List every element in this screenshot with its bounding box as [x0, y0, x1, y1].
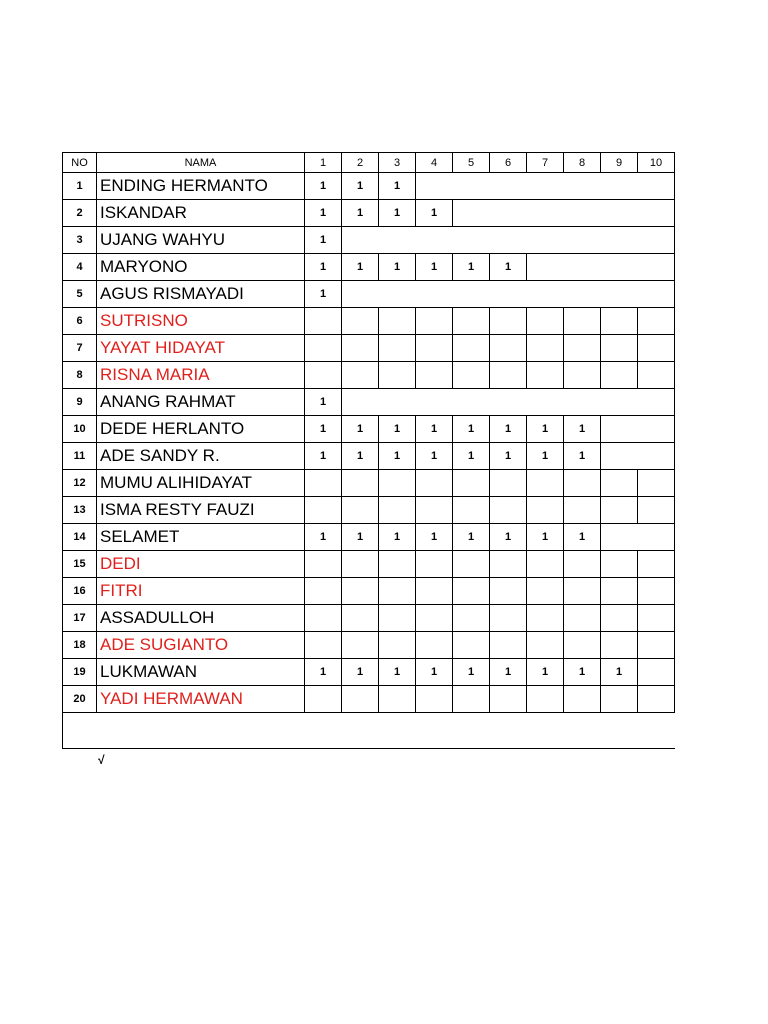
attendance-cell: [305, 497, 342, 524]
row-name: MARYONO: [97, 254, 305, 281]
attendance-mark: 1: [305, 659, 342, 686]
attendance-cell: [416, 308, 453, 335]
row-number: 15: [63, 551, 97, 578]
attendance-cell: [527, 308, 564, 335]
attendance-cell: [490, 578, 527, 605]
table-row: [63, 335, 675, 362]
attendance-cell: [564, 686, 601, 713]
attendance-mark: 1: [305, 416, 342, 443]
attendance-mark: 1: [305, 281, 342, 308]
attendance-cell: [305, 362, 342, 389]
attendance-mark: 1: [305, 389, 342, 416]
table-row: [63, 443, 675, 470]
attendance-cell: [601, 308, 638, 335]
attendance-mark: 1: [527, 443, 564, 470]
attendance-cell: [601, 470, 638, 497]
attendance-cell: [305, 605, 342, 632]
attendance-mark: 1: [564, 659, 601, 686]
attendance-cell: [527, 551, 564, 578]
row-number: 5: [63, 281, 97, 308]
attendance-mark: 1: [305, 200, 342, 227]
row-name: FITRI: [97, 578, 305, 605]
row-number: 10: [63, 416, 97, 443]
attendance-mark: 1: [601, 659, 638, 686]
row-number: 1: [63, 173, 97, 200]
table-row: [63, 551, 675, 578]
attendance-cell: [490, 470, 527, 497]
attendance-mark: 1: [527, 416, 564, 443]
table-row: [63, 173, 675, 200]
attendance-cell: [453, 362, 490, 389]
attendance-cell: [601, 605, 638, 632]
attendance-cell: [416, 686, 453, 713]
attendance-mark: 1: [342, 659, 379, 686]
header-col-3: 3: [379, 153, 416, 173]
row-number: 9: [63, 389, 97, 416]
attendance-cell: [490, 362, 527, 389]
row-number: 13: [63, 497, 97, 524]
table-row: [63, 497, 675, 524]
table-row: [63, 605, 675, 632]
attendance-cell: [453, 551, 490, 578]
empty-span: [342, 281, 675, 308]
attendance-mark: 1: [342, 524, 379, 551]
attendance-mark: 1: [305, 227, 342, 254]
attendance-cell: [564, 497, 601, 524]
row-number: 14: [63, 524, 97, 551]
attendance-cell: [305, 470, 342, 497]
attendance-cell: [601, 497, 638, 524]
attendance-mark: 1: [305, 254, 342, 281]
attendance-cell: [305, 335, 342, 362]
attendance-cell: [527, 362, 564, 389]
attendance-mark: 1: [490, 443, 527, 470]
attendance-cell: [490, 686, 527, 713]
header-no: NO: [63, 153, 97, 173]
table-row: [63, 227, 675, 254]
attendance-mark: 1: [416, 254, 453, 281]
attendance-mark: 1: [379, 659, 416, 686]
attendance-mark: 1: [453, 254, 490, 281]
row-number: 17: [63, 605, 97, 632]
header-col-10: 10: [638, 153, 675, 173]
attendance-cell: [305, 578, 342, 605]
attendance-cell: [342, 578, 379, 605]
header-col-8: 8: [564, 153, 601, 173]
attendance-cell: [453, 470, 490, 497]
attendance-cell: [638, 605, 675, 632]
row-number: 12: [63, 470, 97, 497]
header-col-1: 1: [305, 153, 342, 173]
attendance-cell: [527, 686, 564, 713]
attendance-mark: 1: [342, 443, 379, 470]
attendance-cell: [490, 335, 527, 362]
empty-span: [527, 254, 675, 281]
attendance-mark: 1: [342, 416, 379, 443]
attendance-mark: 1: [305, 173, 342, 200]
row-number: 20: [63, 686, 97, 713]
row-name: ADE SANDY R.: [97, 443, 305, 470]
attendance-mark: 1: [416, 416, 453, 443]
header-col-6: 6: [490, 153, 527, 173]
attendance-cell: [638, 551, 675, 578]
attendance-mark: 1: [416, 524, 453, 551]
row-name: YAYAT HIDAYAT: [97, 335, 305, 362]
attendance-cell: [379, 686, 416, 713]
attendance-mark: 1: [490, 524, 527, 551]
attendance-cell: [638, 308, 675, 335]
attendance-cell: [527, 578, 564, 605]
table-row: [63, 470, 675, 497]
empty-span: [601, 524, 675, 551]
attendance-cell: [638, 335, 675, 362]
attendance-mark: 1: [416, 443, 453, 470]
table-row: [63, 389, 675, 416]
row-name: YADI HERMAWAN: [97, 686, 305, 713]
attendance-cell: [601, 551, 638, 578]
attendance-cell: [416, 632, 453, 659]
attendance-mark: 1: [490, 254, 527, 281]
attendance-mark: 1: [342, 173, 379, 200]
row-number: 6: [63, 308, 97, 335]
attendance-mark: 1: [564, 443, 601, 470]
row-number: 3: [63, 227, 97, 254]
row-name: AGUS RISMAYADI: [97, 281, 305, 308]
attendance-mark: 1: [379, 254, 416, 281]
attendance-cell: [490, 551, 527, 578]
attendance-cell: [379, 551, 416, 578]
table-row: [63, 308, 675, 335]
row-name: ANANG RAHMAT: [97, 389, 305, 416]
attendance-mark: 1: [527, 659, 564, 686]
attendance-cell: [601, 335, 638, 362]
row-number: 16: [63, 578, 97, 605]
attendance-cell: [490, 497, 527, 524]
attendance-cell: [379, 632, 416, 659]
header-col-2: 2: [342, 153, 379, 173]
header-col-4: 4: [416, 153, 453, 173]
attendance-cell: [379, 362, 416, 389]
attendance-cell: [379, 605, 416, 632]
empty-span: [342, 227, 675, 254]
attendance-mark: 1: [490, 659, 527, 686]
attendance-cell: [305, 551, 342, 578]
attendance-cell: [416, 362, 453, 389]
header-row: [63, 153, 675, 173]
row-name: ASSADULLOH: [97, 605, 305, 632]
attendance-cell: [416, 578, 453, 605]
attendance-mark: 1: [453, 659, 490, 686]
attendance-mark: 1: [453, 524, 490, 551]
row-name: ADE SUGIANTO: [97, 632, 305, 659]
attendance-cell: [379, 578, 416, 605]
row-number: 11: [63, 443, 97, 470]
attendance-cell: [638, 362, 675, 389]
attendance-mark: 1: [305, 524, 342, 551]
attendance-cell: [564, 362, 601, 389]
empty-span: [342, 389, 675, 416]
empty-span: [416, 173, 675, 200]
row-name: DEDE HERLANTO: [97, 416, 305, 443]
header-col-7: 7: [527, 153, 564, 173]
attendance-cell: [342, 308, 379, 335]
attendance-cell: [342, 632, 379, 659]
attendance-cell: [564, 470, 601, 497]
attendance-cell: [638, 497, 675, 524]
attendance-mark: 1: [453, 416, 490, 443]
attendance-cell: [453, 497, 490, 524]
table-row: [63, 254, 675, 281]
empty-row: [63, 713, 675, 749]
attendance-cell: [490, 605, 527, 632]
row-name: ISMA RESTY FAUZI: [97, 497, 305, 524]
attendance-cell: [453, 632, 490, 659]
attendance-cell: [564, 335, 601, 362]
row-number: 7: [63, 335, 97, 362]
attendance-cell: [416, 470, 453, 497]
attendance-cell: [379, 497, 416, 524]
table-row: [63, 200, 675, 227]
attendance-mark: 1: [379, 200, 416, 227]
attendance-mark: 1: [342, 200, 379, 227]
attendance-table: [62, 152, 675, 749]
attendance-cell: [490, 308, 527, 335]
attendance-cell: [453, 578, 490, 605]
table-row: [63, 524, 675, 551]
empty-span: [638, 659, 675, 686]
attendance-cell: [305, 686, 342, 713]
attendance-mark: 1: [416, 200, 453, 227]
attendance-mark: 1: [564, 524, 601, 551]
table-row: [63, 416, 675, 443]
attendance-cell: [564, 551, 601, 578]
table-row: [63, 362, 675, 389]
row-name: DEDI: [97, 551, 305, 578]
attendance-cell: [416, 335, 453, 362]
attendance-cell: [453, 308, 490, 335]
empty-span: [601, 416, 675, 443]
attendance-cell: [527, 335, 564, 362]
attendance-mark: 1: [564, 416, 601, 443]
attendance-cell: [453, 686, 490, 713]
attendance-cell: [638, 632, 675, 659]
attendance-cell: [305, 632, 342, 659]
attendance-cell: [379, 470, 416, 497]
row-name: LUKMAWAN: [97, 659, 305, 686]
attendance-cell: [527, 497, 564, 524]
table-row: [63, 632, 675, 659]
table-row: [63, 281, 675, 308]
row-number: 8: [63, 362, 97, 389]
attendance-cell: [638, 470, 675, 497]
header-col-9: 9: [601, 153, 638, 173]
row-name: SUTRISNO: [97, 308, 305, 335]
attendance-cell: [527, 632, 564, 659]
attendance-cell: [638, 686, 675, 713]
row-name: UJANG WAHYU: [97, 227, 305, 254]
table-row: [63, 686, 675, 713]
attendance-cell: [342, 605, 379, 632]
header-col-5: 5: [453, 153, 490, 173]
attendance-cell: [638, 578, 675, 605]
attendance-cell: [564, 605, 601, 632]
attendance-cell: [527, 470, 564, 497]
row-name: RISNA MARIA: [97, 362, 305, 389]
attendance-cell: [564, 578, 601, 605]
row-number: 4: [63, 254, 97, 281]
empty-cell: [63, 713, 675, 749]
row-name: SELAMET: [97, 524, 305, 551]
attendance-cell: [601, 686, 638, 713]
attendance-mark: 1: [453, 443, 490, 470]
row-name: MUMU ALIHIDAYAT: [97, 470, 305, 497]
attendance-cell: [453, 605, 490, 632]
attendance-cell: [601, 362, 638, 389]
attendance-mark: 1: [379, 173, 416, 200]
attendance-cell: [416, 551, 453, 578]
attendance-mark: 1: [416, 659, 453, 686]
attendance-cell: [379, 335, 416, 362]
empty-span: [601, 443, 675, 470]
attendance-cell: [564, 308, 601, 335]
attendance-mark: 1: [379, 416, 416, 443]
attendance-cell: [342, 686, 379, 713]
attendance-cell: [342, 335, 379, 362]
attendance-cell: [342, 551, 379, 578]
attendance-cell: [305, 308, 342, 335]
attendance-cell: [453, 335, 490, 362]
attendance-cell: [416, 497, 453, 524]
row-number: 2: [63, 200, 97, 227]
table-row: [63, 578, 675, 605]
attendance-mark: 1: [527, 524, 564, 551]
attendance-cell: [342, 362, 379, 389]
header-nama: NAMA: [97, 153, 305, 173]
check-mark: √: [98, 753, 105, 767]
attendance-mark: 1: [379, 443, 416, 470]
attendance-cell: [564, 632, 601, 659]
attendance-cell: [342, 470, 379, 497]
attendance-mark: 1: [379, 524, 416, 551]
attendance-cell: [379, 308, 416, 335]
empty-span: [453, 200, 675, 227]
attendance-cell: [527, 605, 564, 632]
attendance-cell: [601, 578, 638, 605]
row-number: 18: [63, 632, 97, 659]
attendance-mark: 1: [342, 254, 379, 281]
row-name: ENDING HERMANTO: [97, 173, 305, 200]
attendance-mark: 1: [305, 443, 342, 470]
attendance-cell: [342, 497, 379, 524]
attendance-cell: [416, 605, 453, 632]
attendance-mark: 1: [490, 416, 527, 443]
row-number: 19: [63, 659, 97, 686]
attendance-cell: [601, 632, 638, 659]
table-row: [63, 659, 675, 686]
attendance-cell: [490, 632, 527, 659]
row-name: ISKANDAR: [97, 200, 305, 227]
